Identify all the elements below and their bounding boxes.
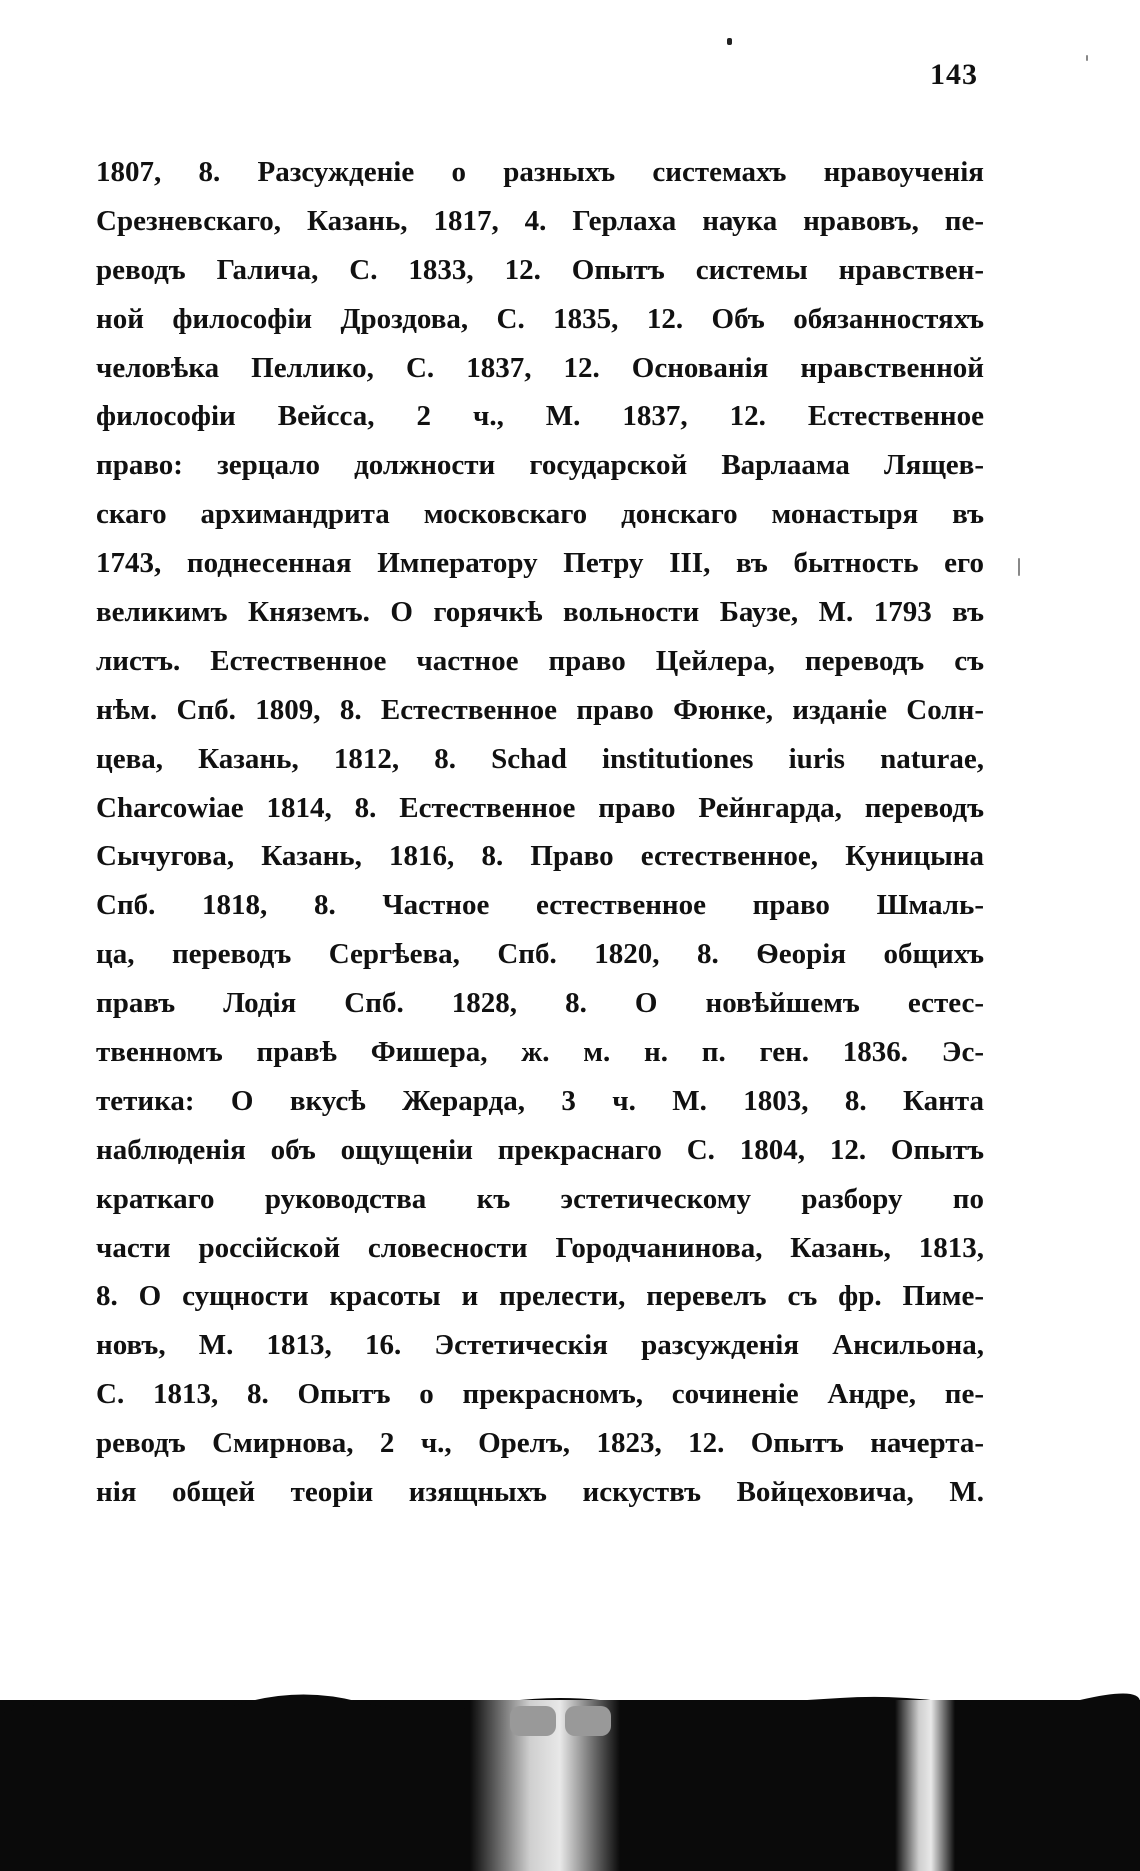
text-line: С. 1813, 8. Опытъ о прекрасномъ, сочиненіе Андре, пе- <box>96 1378 984 1411</box>
text-line: реводъ Галича, С. 1833, 12. Опытъ системы нравствен- <box>96 253 984 286</box>
scan-speck <box>1018 558 1020 576</box>
text-line: ца, переводъ Сергѣева, Спб. 1820, 8. Ѳеорія общихъ <box>96 938 984 971</box>
text-line: новъ, М. 1813, 16. Эстетическія разсужденія Ансильона, <box>96 1329 984 1362</box>
text-line: части россійской словесности Городчанинова, Казань, 1813, <box>96 1231 984 1264</box>
text-line: ной философіи Дроздова, С. 1835, 12. Объ обязанностяхъ <box>96 302 984 335</box>
text-line: твенномъ правѣ Фишера, ж. м. н. п. ген. 1836. Эс- <box>96 1036 984 1069</box>
text-line: цева, Казань, 1812, 8. Schad institutiones iuris naturae, <box>96 742 984 775</box>
text-line: Сычугова, Казань, 1816, 8. Право естественное, Куницына <box>96 840 984 873</box>
text-line: Charcowiae 1814, 8. Естественное право Рейнгарда, переводъ <box>96 791 984 824</box>
text-line: краткаго руководства къ эстетическому разбору по <box>96 1182 984 1215</box>
text-line: 1807, 8. Разсужденіе о разныхъ системахъ нравоученія <box>96 156 984 188</box>
page-number: 143 <box>930 58 978 91</box>
text-line: наблюденія объ ощущеніи прекраснаго С. 1804, 12. Опытъ <box>96 1133 984 1166</box>
text-line: правъ Лодія Спб. 1828, 8. О новѣйшемъ естес- <box>96 987 984 1020</box>
text-line: человѣка Пеллико, С. 1837, 12. Основанія нравственной <box>96 351 984 384</box>
scan-light-column <box>895 1700 955 1871</box>
text-line: нія общей теоріи изящныхъ искуствъ Войцеховича, М. <box>96 1476 984 1509</box>
text-line: философіи Вейсса, 2 ч., М. 1837, 12. Естественное <box>96 400 984 433</box>
text-line: великимъ Княземъ. О горячкѣ вольности Баузе, М. 1793 въ <box>96 596 984 629</box>
scan-speck <box>1086 55 1088 61</box>
text-line: 1743, поднесенная Императору Петру III, въ бытность его <box>96 547 984 580</box>
text-line: 8. О сущности красоты и прелести, перевелъ съ фр. Пиме- <box>96 1280 984 1313</box>
text-line: нѣм. Спб. 1809, 8. Естественное право Фюнке, изданіе Солн- <box>96 693 984 726</box>
text-line: право: зерцало должности государской Варлаама Лящев- <box>96 449 984 482</box>
scanner-edge-shadow <box>0 1700 1140 1871</box>
text-line: Спб. 1818, 8. Частное естественное право Шмаль- <box>96 889 984 922</box>
text-line: листъ. Естественное частное право Цейлера, переводъ съ <box>96 644 984 677</box>
scanner-clip <box>510 1706 556 1736</box>
text-line: реводъ Смирнова, 2 ч., Орелъ, 1823, 12. Опытъ начерта- <box>96 1427 984 1460</box>
text-line: скаго архимандрита московскаго донскаго монастыря въ <box>96 498 984 531</box>
scanner-clip <box>565 1706 611 1736</box>
body-text <box>96 148 984 1517</box>
text-line: тетика: О вкусѣ Жерарда, 3 ч. М. 1803, 8. Канта <box>96 1084 984 1117</box>
scan-mark <box>727 38 732 45</box>
text-line: Срезневскаго, Казань, 1817, 4. Герлаха наука нравовъ, пе- <box>96 204 984 237</box>
